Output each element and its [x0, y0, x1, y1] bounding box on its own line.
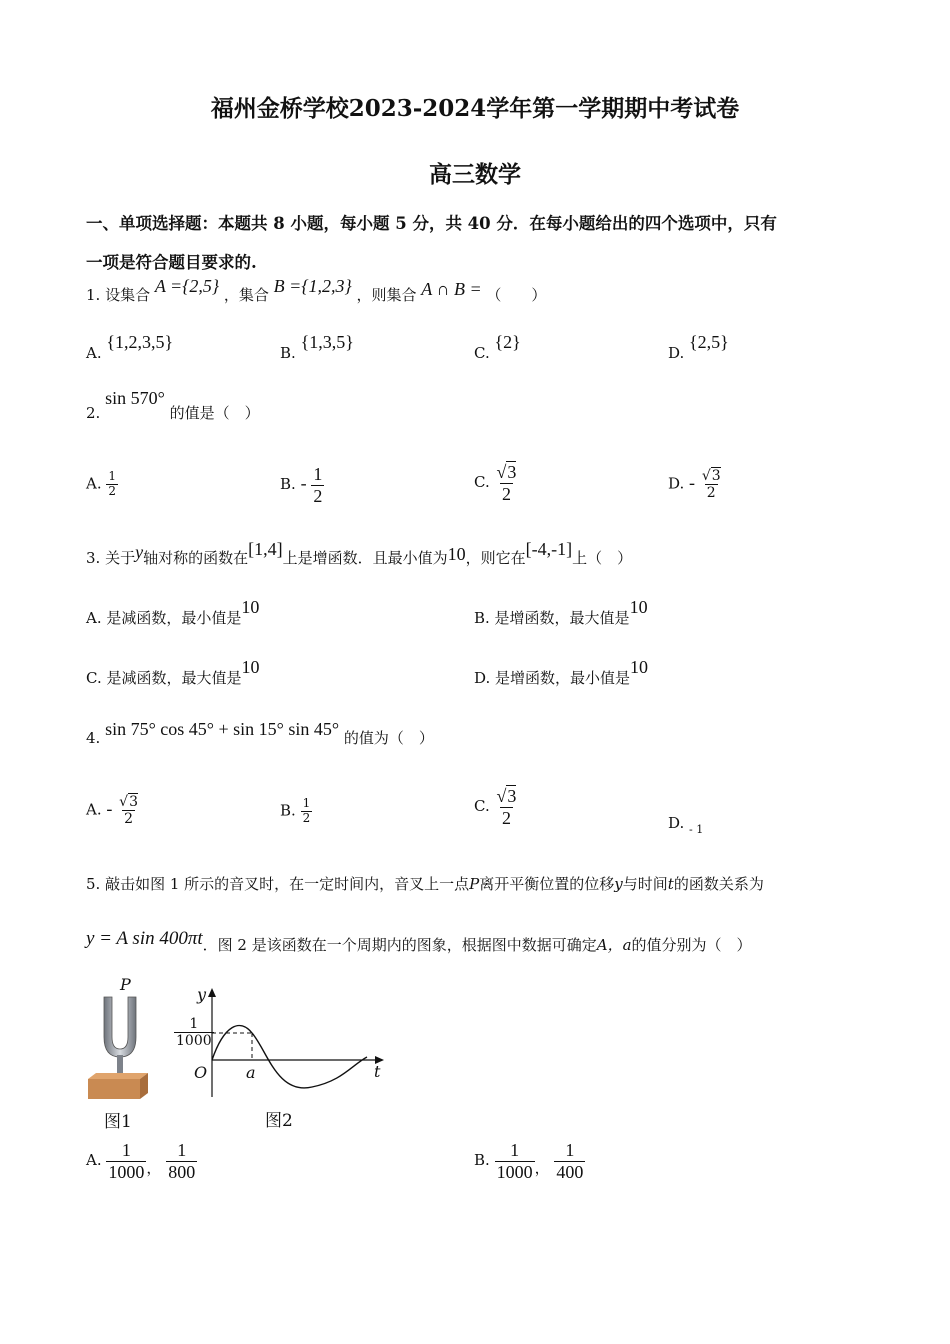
q5-var-y: y [614, 875, 623, 893]
q2-option-d [668, 468, 723, 501]
option-label: A. [86, 344, 102, 362]
fraction-denominator: 1000 [176, 1033, 212, 1050]
option-label: D. [668, 474, 685, 493]
question-5-line1 [86, 873, 764, 894]
q5-text: 与时间 [622, 875, 668, 893]
option-fraction [311, 464, 324, 506]
fraction-numerator: 1 [177, 1140, 187, 1160]
q3-var: y [135, 542, 144, 562]
question-2 [86, 388, 260, 423]
q2-option-a [86, 470, 118, 499]
q2-option-c [474, 462, 518, 504]
q1-option-c [474, 332, 521, 363]
amplitude-fraction [174, 1016, 214, 1049]
fraction-numerator: 1 [510, 1140, 520, 1160]
q3-text3: ，则它在 [465, 549, 526, 567]
option-label: B. [474, 1151, 490, 1170]
option-fraction-1 [106, 1140, 146, 1182]
section-heading-line2: 一项是符合题目要求的. [86, 253, 257, 272]
q1-option-d [668, 332, 729, 363]
q1-tail: ，则集合 [356, 286, 417, 304]
fraction-numerator: √3 [701, 468, 721, 484]
q3-value: 10 [447, 544, 466, 564]
fraction-denominator: 2 [313, 485, 323, 506]
option-value: 10 [241, 657, 260, 677]
fig2-y-label: y [197, 985, 207, 1004]
q1-paren: （ ） [486, 286, 547, 304]
option-label: D. 是增函数，最小值是 [474, 669, 631, 687]
fig2-t-label: t [374, 1062, 381, 1081]
question-1 [86, 276, 547, 305]
q5-var-p: P [469, 875, 480, 893]
option-value: - 1 [689, 823, 704, 836]
q3-text2: 上是增函数．且最小值为 [282, 549, 448, 567]
fraction-denominator: 2 [108, 483, 117, 498]
option-fraction [495, 786, 519, 828]
exam-title: 福州金桥学校2023-2024学年第一学期期中考试卷 [210, 95, 740, 122]
option-label: A. [86, 800, 102, 819]
question-5-line2 [86, 928, 752, 956]
option-value: 10 [630, 657, 649, 677]
question-4 [86, 719, 434, 748]
option-value: 10 [629, 597, 648, 617]
option-sign: - [689, 472, 696, 493]
q2-expr: sin 570° [105, 388, 165, 408]
q1-set-a: A ={2,5} [154, 276, 220, 296]
fraction-numerator: 1 [189, 1016, 199, 1032]
fraction-numerator: √3 [496, 786, 517, 806]
option-sign: - [106, 798, 113, 819]
q2-tail: 的值是（ ） [169, 404, 260, 422]
option-value: 10 [241, 597, 260, 617]
q3-interval2: [-4,-1] [525, 539, 573, 559]
fig2-caption: 图2 [265, 1111, 293, 1131]
option-value: {2,5} [689, 332, 729, 352]
option-label: B. [280, 344, 296, 362]
q3-option-c [86, 657, 260, 688]
q3-interval1: [1,4] [248, 539, 283, 559]
q4-option-c [474, 786, 518, 828]
q5-vars: A，a [596, 936, 632, 954]
option-fraction-2 [554, 1140, 585, 1182]
q5-option-b [474, 1140, 585, 1182]
option-value: {1,2,3,5} [106, 332, 174, 352]
fraction-denominator: 2 [706, 485, 716, 502]
q2-num: 2. [86, 404, 101, 422]
fraction-denominator: 2 [501, 483, 511, 504]
fraction-denominator: 400 [556, 1161, 584, 1182]
q1-option-b [280, 332, 354, 363]
q5-text: 离开平衡位置的位移 [479, 875, 615, 893]
option-fraction [495, 462, 519, 504]
option-label: D. [668, 814, 685, 832]
fraction-numerator: √3 [496, 462, 517, 482]
fraction-denominator: 2 [124, 811, 134, 828]
q5-text: 的函数关系为 [673, 875, 764, 893]
fig2-amplitude-label [174, 1016, 214, 1049]
section-heading-line1: 一、单项选择题：本题共 8 小题，每小题 5 分，共 40 分．在每小题给出的四个选项中，只有 [86, 214, 777, 233]
q4-tail: 的值为（ ） [343, 729, 434, 747]
fraction-numerator: 1 [121, 1140, 131, 1160]
fig1-point-label: P [120, 975, 131, 994]
radicand: 3 [711, 468, 721, 484]
fraction-numerator: √3 [119, 794, 139, 810]
q4-option-d [668, 814, 704, 836]
q5-option-a [86, 1140, 197, 1182]
comma: ， [534, 1159, 550, 1178]
radicand: 3 [507, 462, 517, 482]
q2-option-b [280, 464, 324, 506]
radicand: 3 [129, 794, 139, 810]
q4-expr: sin 75° cos 45° + sin 15° sin 45° [105, 719, 340, 739]
option-label: D. [668, 344, 685, 362]
option-value: {1,3,5} [300, 332, 354, 352]
option-fraction [117, 794, 140, 827]
q3-option-d [474, 657, 649, 688]
fraction-numerator: 1 [302, 796, 311, 810]
fraction-denominator: 2 [302, 810, 311, 825]
q1-set-b: B ={1,2,3} [273, 276, 352, 296]
q3-text1: 轴对称的函数在 [143, 549, 249, 567]
sine-curve [212, 1026, 367, 1088]
q1-option-a [86, 332, 174, 363]
option-fraction-2 [166, 1140, 197, 1182]
q3-option-a [86, 597, 260, 628]
fraction-denominator: 1000 [496, 1161, 533, 1182]
option-label: A. [86, 474, 102, 493]
fraction-numerator: 1 [565, 1140, 575, 1160]
comma: ， [146, 1159, 162, 1178]
q4-option-b [280, 797, 312, 826]
option-label: C. [474, 344, 490, 362]
fraction-denominator: 800 [168, 1161, 196, 1182]
option-sign: - [300, 473, 307, 494]
option-label: C. 是减函数，最大值是 [86, 669, 242, 687]
option-label: B. [280, 475, 296, 494]
fig2-origin-label: O [194, 1063, 208, 1082]
q1-mid: ，集合 [223, 286, 269, 304]
option-label: A. 是减函数，最小值是 [86, 609, 242, 627]
q3-option-b [474, 597, 648, 628]
option-label: B. 是增函数，最大值是 [474, 609, 630, 627]
fraction-denominator: 1000 [108, 1161, 145, 1182]
q1-expr: A ∩ B = [421, 279, 482, 299]
y-axis-arrow [208, 988, 216, 997]
fraction-numerator: 1 [313, 464, 323, 484]
q5-text: 的值分别为（ ） [631, 936, 752, 954]
radicand: 3 [507, 786, 517, 806]
option-label: C. [474, 797, 490, 816]
q5-text: 5. 敲击如图 1 所示的音叉时，在一定时间内，音叉上一点 [86, 875, 470, 893]
q5-text: ．图 2 是该函数在一个周期内的图象，根据图中数据可确定 [202, 936, 597, 954]
option-fraction-1 [495, 1140, 535, 1182]
fraction-denominator: 2 [501, 807, 511, 828]
fig1-caption: 图1 [104, 1112, 132, 1132]
subject-title: 高三数学 [429, 161, 521, 188]
option-value: {2} [494, 332, 521, 352]
q5-var-t: t [667, 875, 674, 893]
option-fraction [106, 470, 118, 499]
q3-text4: 上（ ） [572, 549, 633, 567]
option-label: A. [86, 1151, 102, 1170]
q3-num: 3. 关于 [86, 549, 136, 567]
option-label: B. [280, 801, 296, 820]
q4-num: 4. [86, 729, 101, 747]
q1-num: 1. 设集合 [86, 286, 151, 304]
fig2-a-label: a [246, 1063, 256, 1082]
option-fraction [700, 468, 723, 501]
option-fraction [301, 797, 313, 826]
q5-formula: y = A sin 400πt [86, 928, 203, 949]
q4-option-a [86, 794, 140, 827]
option-label: C. [474, 473, 490, 492]
fraction-numerator: 1 [108, 469, 117, 483]
question-3 [86, 539, 633, 568]
